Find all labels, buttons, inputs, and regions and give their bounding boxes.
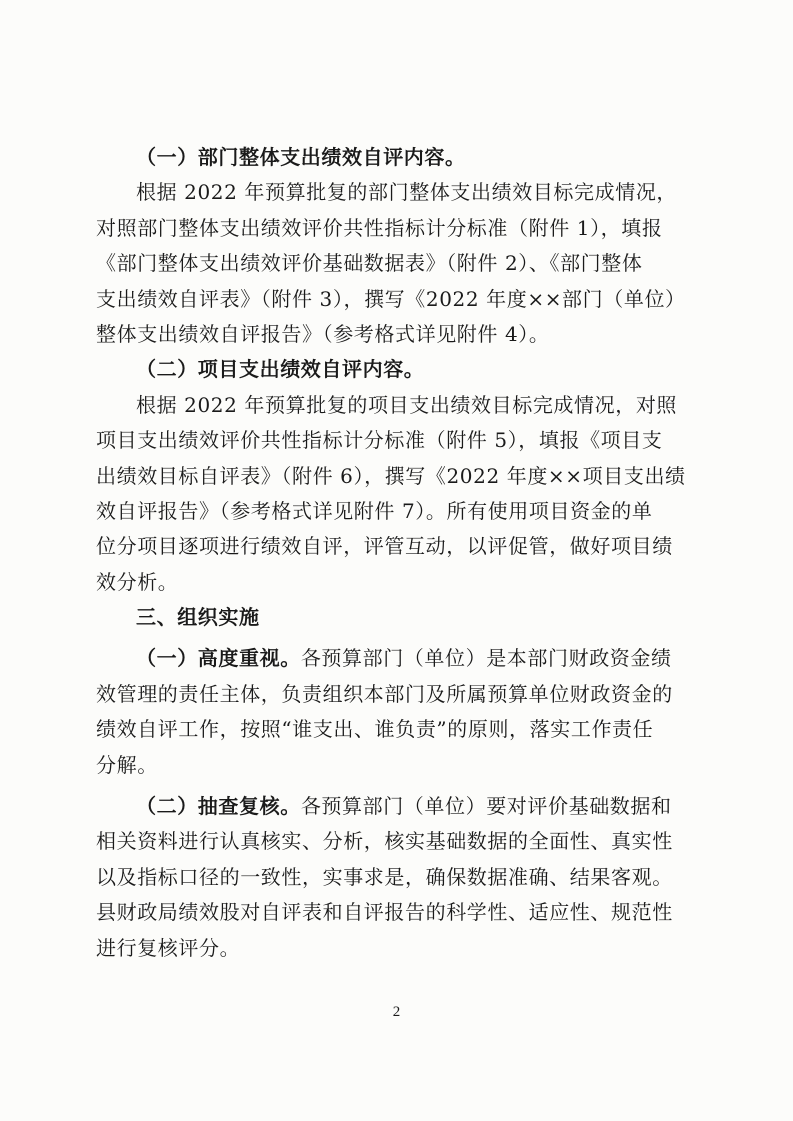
text-line <box>96 641 700 676</box>
text-line <box>96 211 700 246</box>
page-number: 2 <box>392 1004 401 1020</box>
line-text: 各预算部门（单位）要对评价基础数据和 <box>300 794 672 819</box>
line-text: 以及指标口径的一致性，实事求是，确保数据准确、结果客观。 <box>96 864 673 889</box>
line-text: 各预算部门（单位）是本部门财政资金绩 <box>300 646 672 671</box>
text-line <box>96 459 700 494</box>
inline-heading: （二）抽查复核。 <box>136 794 301 819</box>
text-line <box>96 789 700 824</box>
line-text: 相关资料进行认真核实、分析，核实基础数据的全面性、真实性 <box>96 829 673 854</box>
text-line <box>96 317 700 352</box>
section-heading <box>96 352 700 387</box>
line-text: （二）项目支出绩效自评内容。 <box>136 357 425 382</box>
text-line <box>96 282 700 317</box>
text-line <box>96 931 700 966</box>
line-text: 进行复核评分。 <box>96 935 241 960</box>
inline-heading: （一）高度重视。 <box>136 646 301 671</box>
line-text: 支出绩效自评表》（附件 3），撰写《2022 年度××部门（单位） <box>96 286 686 311</box>
section-heading <box>96 140 700 175</box>
section-0 <box>96 140 700 352</box>
section-4 <box>96 789 700 966</box>
text-line <box>96 824 700 859</box>
line-text: 对照部门整体支出绩效评价共性指标计分标准（附件 1），填报 <box>96 215 663 240</box>
text-line <box>96 388 700 423</box>
line-text: 分解。 <box>96 752 158 777</box>
line-text: 位分项目逐项进行绩效自评，评管互动，以评促管，做好项目绩 <box>96 534 673 559</box>
line-text: 效自评报告》（参考格式详见附件 7）。所有使用项目资金的单 <box>96 498 653 523</box>
text-line <box>96 748 700 783</box>
text-line <box>96 423 700 458</box>
line-text: 三、组织实施 <box>136 605 260 630</box>
line-text: 《部门整体支出绩效评价基础数据表》（附件 2）、《部门整体 <box>96 251 643 276</box>
line-text: 绩效自评工作，按照“谁支出、谁负责”的原则，落实工作责任 <box>96 717 654 742</box>
text-line <box>96 712 700 747</box>
line-text: 出绩效目标自评表》（附件 6），撰写《2022 年度××项目支出绩 <box>96 463 686 488</box>
section-3 <box>96 641 700 783</box>
line-text: 项目支出绩效评价共性指标计分标准（附件 5），填报《项目支 <box>96 428 663 453</box>
line-text: 根据 2022 年预算批复的部门整体支出绩效目标完成情况， <box>136 180 678 205</box>
section-2 <box>96 600 700 635</box>
text-line <box>96 565 700 600</box>
line-text: （一）部门整体支出绩效自评内容。 <box>136 145 466 169</box>
line-text: 效分析。 <box>96 569 179 594</box>
line-text: 根据 2022 年预算批复的项目支出绩效目标完成情况，对照 <box>136 392 678 417</box>
text-line <box>96 494 700 529</box>
text-line <box>96 860 700 895</box>
text-line <box>96 175 700 210</box>
line-text: 整体支出绩效自评报告》（参考格式详见附件 4）。 <box>96 321 550 346</box>
text-line <box>96 895 700 930</box>
section-1 <box>96 352 700 600</box>
text-line <box>96 246 700 281</box>
line-text: 效管理的责任主体，负责组织本部门及所属预算单位财政资金的 <box>96 681 673 706</box>
document-body <box>96 140 700 966</box>
line-text: 县财政局绩效股对自评表和自评报告的科学性、适应性、规范性 <box>96 900 673 925</box>
text-line <box>96 677 700 712</box>
text-line <box>96 529 700 564</box>
section-heading <box>96 600 700 635</box>
